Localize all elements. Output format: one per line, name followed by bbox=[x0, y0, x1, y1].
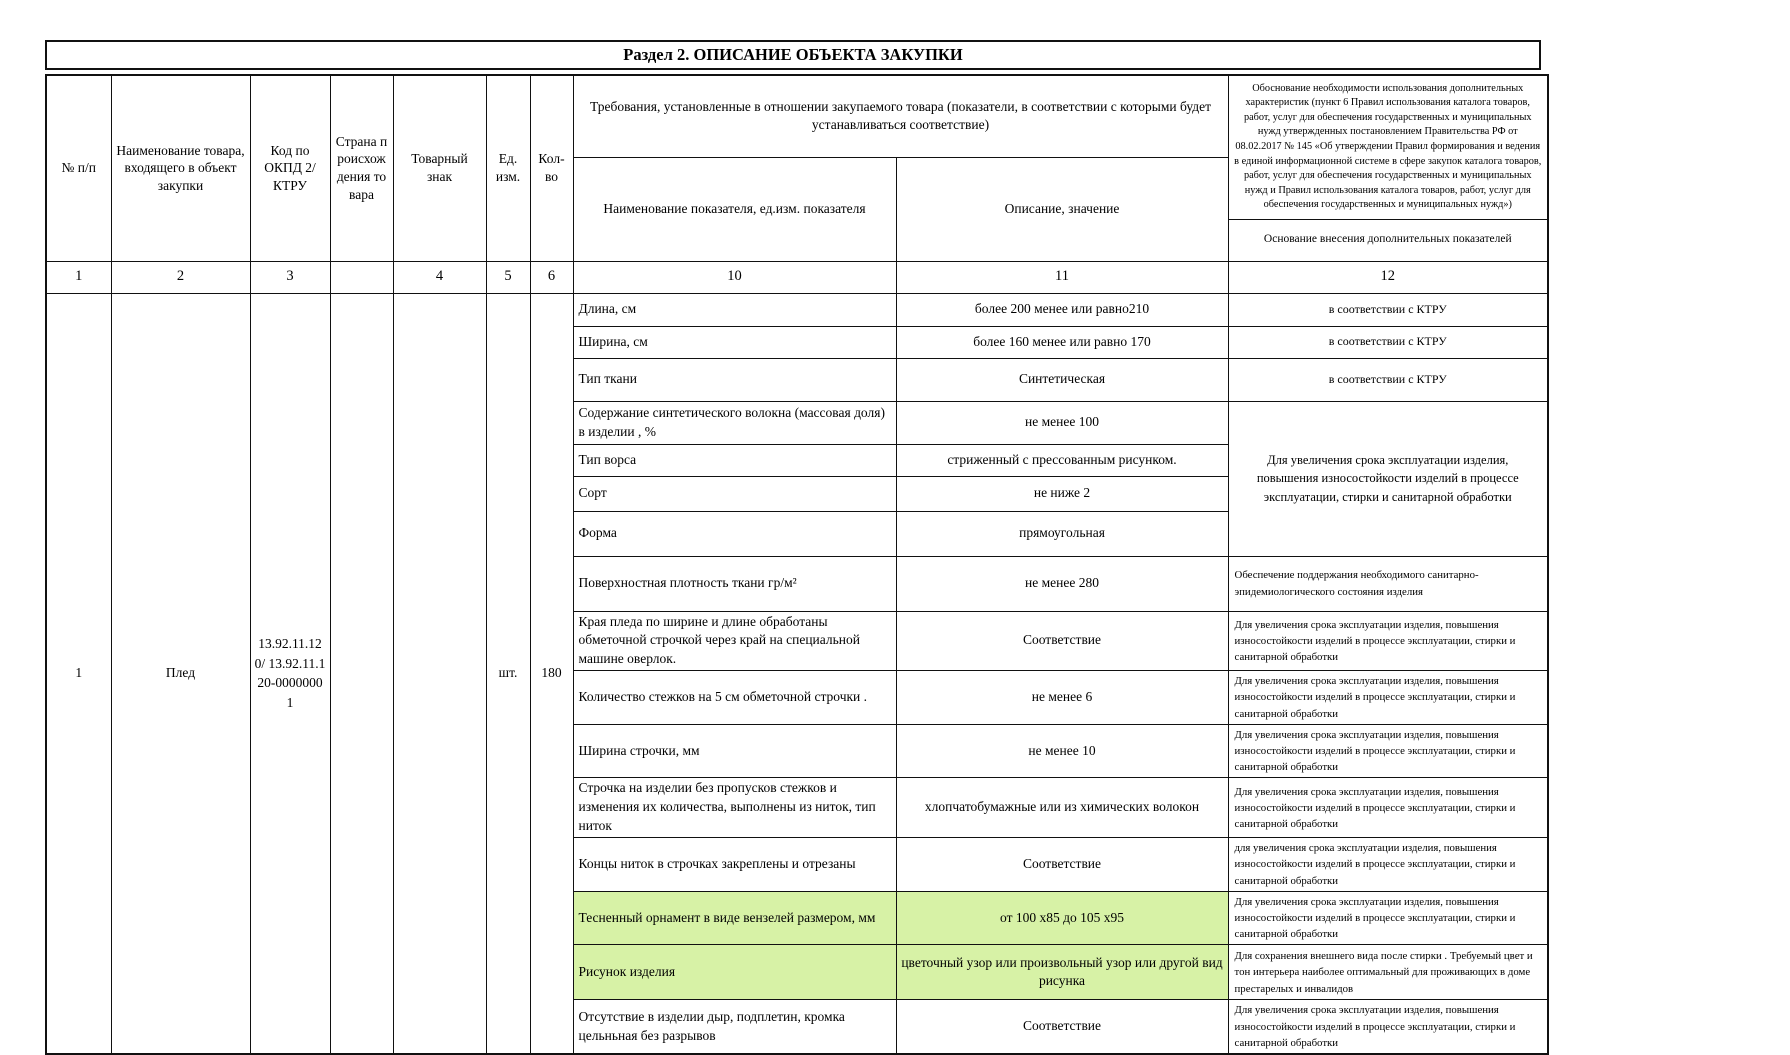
parameter-cell: Отсутствие в изделии дыр, подплетин, кромка цельньная без разрывов bbox=[573, 1000, 896, 1054]
value-cell: от 100 х85 до 105 х95 bbox=[896, 891, 1228, 945]
value-cell: Соответствие bbox=[896, 838, 1228, 892]
justification-cell: Для увеличения срока эксплуатации изделия, повышения износостойкости изделий в процессе эксплуатации, стирки и санитарной обработки bbox=[1228, 671, 1548, 725]
parameter-cell: Тесненный орнамент в виде вензелей размером, мм bbox=[573, 891, 896, 945]
parameter-cell: Форма bbox=[573, 511, 896, 556]
value-cell: не менее 280 bbox=[896, 556, 1228, 611]
justification-cell: Для увеличения срока эксплуатации изделия, повышения износостойкости изделий в процессе эксплуатации, стирки и санитарной обработки bbox=[1228, 891, 1548, 945]
justification-cell: для увеличения срока эксплуатации изделия, повышения износостойкости изделий в процессе эксплуатации, стирки и санитарной обработки bbox=[1228, 838, 1548, 892]
header-row-main bbox=[46, 75, 1548, 157]
col-header-parameter: Наименование показателя, ед.изм. показателя bbox=[573, 157, 896, 261]
col-header-quantity: Кол-во bbox=[530, 75, 573, 261]
item-trademark-cell bbox=[393, 293, 486, 1054]
col-header-justification: Обоснование необходимости использования дополнительных характеристик (пункт 6 Правил использования каталога товаров, работ, услуг для обеспечения государственных и муниципальных нужд утвержденных постановлением Правительства РФ от 08.02.2017 № 145 «Об утверждении Правил формирования и ведения в единой информационной системе в сфере закупок каталога товаров, работ, услуг для обеспечения государственных и муниципальных нужд и Правил использования каталога товаров, работ, услуг для обеспечения государственных и муниципальных нужд») bbox=[1228, 75, 1548, 219]
col-header-okpd-code: Код по ОКПД 2/ КТРУ bbox=[250, 75, 330, 261]
col-number-3: 3 bbox=[250, 261, 330, 293]
value-cell: более 160 менее или равно 170 bbox=[896, 326, 1228, 358]
item-code-cell: 13.92.11.120/ 13.92.11.120-00000001 bbox=[250, 293, 330, 1054]
value-cell: не менее 6 bbox=[896, 671, 1228, 725]
col-header-number: № п/п bbox=[46, 75, 111, 261]
parameter-cell: Тип ворса bbox=[573, 444, 896, 476]
col-number-country bbox=[330, 261, 393, 293]
col-number-12: 12 bbox=[1228, 261, 1548, 293]
justification-cell: Обеспечение поддержания необходимого санитарно-эпидемиологического состояния изделия bbox=[1228, 556, 1548, 611]
parameter-cell: Ширина, см bbox=[573, 326, 896, 358]
col-header-unit: Ед. изм. bbox=[486, 75, 530, 261]
justification-cell: Для увеличения срока эксплуатации изделия, повышения износостойкости изделий в процессе эксплуатации, стирки и санитарной обработки bbox=[1228, 1000, 1548, 1054]
item-quantity-cell: 180 bbox=[530, 293, 573, 1054]
justification-cell: в соответствии с КТРУ bbox=[1228, 358, 1548, 401]
column-numbers-row bbox=[46, 261, 1548, 293]
justification-cell: Для сохранения внешнего вида после стирки . Требуемый цвет и тон интерьера наиболее оптимальный для проживающих в доме престарелых и инвалидов bbox=[1228, 945, 1548, 1000]
value-cell: прямоугольная bbox=[896, 511, 1228, 556]
value-cell: Соответствие bbox=[896, 611, 1228, 671]
value-cell: более 200 менее или равно210 bbox=[896, 293, 1228, 326]
justification-cell-merged: Для увеличения срока эксплуатации изделия, повышения износостойкости изделий в процессе эксплуатации, стирки и санитарной обработки bbox=[1228, 401, 1548, 556]
parameter-cell: Ширина строчки, мм bbox=[573, 724, 896, 778]
col-header-country: Страна происхождения товара bbox=[330, 75, 393, 261]
value-cell: цветочный узор или произвольный узор или другой вид рисунка bbox=[896, 945, 1228, 1000]
parameter-cell: Тип ткани bbox=[573, 358, 896, 401]
col-number-4: 4 bbox=[393, 261, 486, 293]
parameter-cell: Строчка на изделии без пропусков стежков и изменения их количества, выполнены из ниток, тип ниток bbox=[573, 778, 896, 838]
col-header-requirements-group: Требования, установленные в отношении закупаемого товара (показатели, в соответствии с которыми будет устанавливаться соответствие) bbox=[573, 75, 1228, 157]
col-header-value: Описание, значение bbox=[896, 157, 1228, 261]
parameter-cell: Рисунок изделия bbox=[573, 945, 896, 1000]
parameter-cell: Содержание синтетического волокна (массовая доля) в изделии , % bbox=[573, 401, 896, 444]
parameter-cell: Количество стежков на 5 см обметочной строчки . bbox=[573, 671, 896, 725]
col-header-basis: Основание внесения дополнительных показателей bbox=[1228, 219, 1548, 261]
justification-cell: в соответствии с КТРУ bbox=[1228, 326, 1548, 358]
col-number-2: 2 bbox=[111, 261, 250, 293]
parameter-cell: Сорт bbox=[573, 476, 896, 511]
section-title: Раздел 2. ОПИСАНИЕ ОБЪЕКТА ЗАКУПКИ bbox=[45, 40, 1541, 70]
procurement-description-table bbox=[45, 74, 1549, 1055]
justification-cell: Для увеличения срока эксплуатации изделия, повышения износостойкости изделий в процессе эксплуатации, стирки и санитарной обработки bbox=[1228, 724, 1548, 778]
col-number-10: 10 bbox=[573, 261, 896, 293]
item-name-cell: Плед bbox=[111, 293, 250, 1054]
parameter-cell: Длина, см bbox=[573, 293, 896, 326]
value-cell: стриженный с прессованным рисунком. bbox=[896, 444, 1228, 476]
value-cell: не ниже 2 bbox=[896, 476, 1228, 511]
value-cell: не менее 10 bbox=[896, 724, 1228, 778]
item-number-cell: 1 bbox=[46, 293, 111, 1054]
col-header-trademark: Товарный знак bbox=[393, 75, 486, 261]
parameter-cell: Поверхностная плотность ткани гр/м² bbox=[573, 556, 896, 611]
col-number-5: 5 bbox=[486, 261, 530, 293]
item-country-cell bbox=[330, 293, 393, 1054]
justification-cell: в соответствии с КТРУ bbox=[1228, 293, 1548, 326]
item-unit-cell: шт. bbox=[486, 293, 530, 1054]
parameter-cell: Края пледа по ширине и длине обработаны обметочной строчкой через край на специальной машине оверлок. bbox=[573, 611, 896, 671]
col-number-1: 1 bbox=[46, 261, 111, 293]
table-row bbox=[46, 293, 1548, 326]
col-number-6: 6 bbox=[530, 261, 573, 293]
value-cell: хлопчатобумажные или из химических волокон bbox=[896, 778, 1228, 838]
parameter-cell: Концы ниток в строчках закреплены и отрезаны bbox=[573, 838, 896, 892]
value-cell: Соответствие bbox=[896, 1000, 1228, 1054]
value-cell: не менее 100 bbox=[896, 401, 1228, 444]
justification-cell: Для увеличения срока эксплуатации изделия, повышения износостойкости изделий в процессе эксплуатации, стирки и санитарной обработки bbox=[1228, 611, 1548, 671]
justification-cell: Для увеличения срока эксплуатации изделия, повышения износостойкости изделий в процессе эксплуатации, стирки и санитарной обработки bbox=[1228, 778, 1548, 838]
col-header-product-name: Наименование товара, входящего в объект закупки bbox=[111, 75, 250, 261]
value-cell: Синтетическая bbox=[896, 358, 1228, 401]
col-number-11: 11 bbox=[896, 261, 1228, 293]
